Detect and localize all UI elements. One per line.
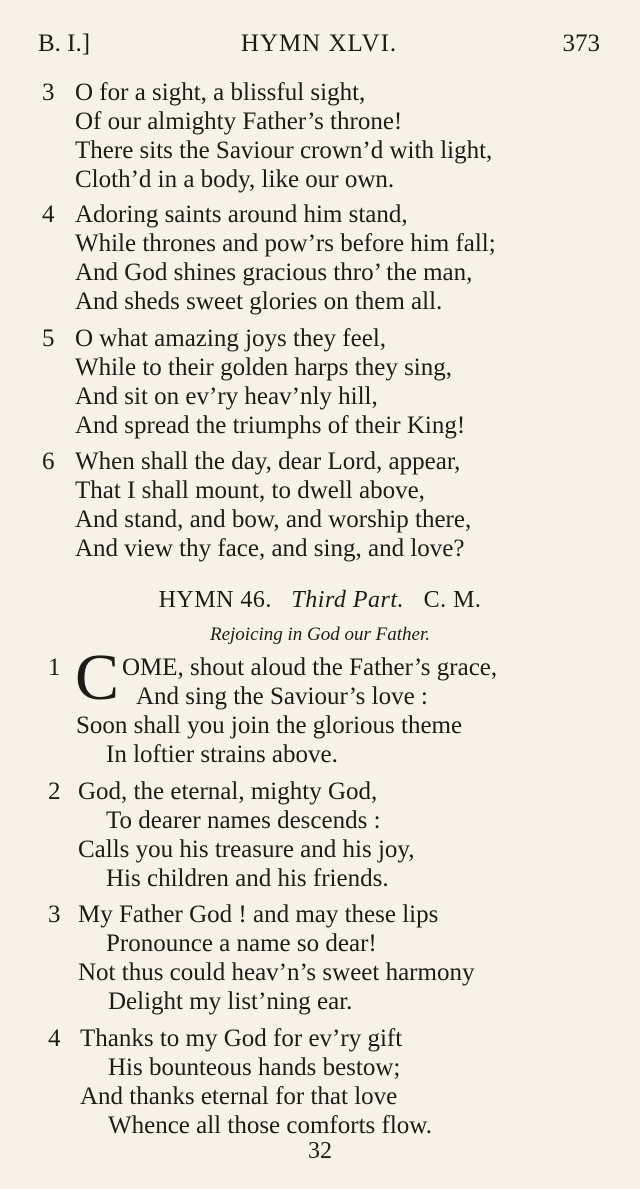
verse-line: And spread the triumphs of their King!	[75, 412, 466, 439]
hymn-number: HYMN 46.	[158, 587, 272, 613]
stanza-number: 4	[48, 1025, 61, 1052]
verse-line: And view thy face, and sing, and love?	[75, 535, 465, 562]
verse-line: O what amazing joys they feel,	[75, 325, 387, 352]
verse-line: And God shines gracious thro’ the man,	[75, 259, 473, 286]
verse-line: That I shall mount, to dwell above,	[75, 477, 425, 504]
verse-line: To dearer names descends :	[106, 807, 381, 834]
stanza-number: 3	[42, 79, 55, 106]
stanza-number: 6	[42, 448, 55, 475]
running-title: HYMN XLVI.	[240, 30, 398, 57]
hymn-title	[0, 587, 640, 614]
drop-cap: C	[75, 641, 120, 714]
verse-line: Thanks to my God for ev’ry gift	[80, 1025, 403, 1052]
verse-line: My Father God ! and may these lips	[78, 901, 439, 928]
verse-line: Delight my list’ning ear.	[108, 988, 353, 1015]
signature-mark: 32	[308, 1138, 332, 1164]
verse-line: His children and his friends.	[106, 865, 389, 892]
verse-line: And sing the Saviour’s love :	[136, 683, 428, 710]
verse-line: And thanks eternal for that love	[80, 1083, 398, 1110]
hymn-part: Third Part.	[291, 587, 405, 613]
page-number: 373	[562, 30, 600, 57]
stanza-number: 1	[48, 654, 61, 681]
verse-line: Not thus could heav’n’s sweet harmony	[78, 959, 475, 986]
stanza-number: 3	[48, 901, 61, 928]
verse-line: There sits the Saviour crown’d with light,	[75, 137, 493, 164]
verse-line: O for a sight, a blissful sight,	[75, 79, 366, 106]
verse-line: Calls you his treasure and his joy,	[78, 836, 415, 863]
verse-line: Cloth’d in a body, like our own.	[75, 166, 395, 193]
verse-line: And sheds sweet glories on them all.	[75, 288, 443, 315]
verse-line: While to their golden harps they sing,	[75, 354, 453, 381]
verse-line: Pronounce a name so dear!	[106, 930, 377, 957]
hymn-subtitle: Rejoicing in God our Father.	[209, 624, 431, 645]
stanza-number: 2	[48, 778, 61, 805]
verse-line: And sit on ev’ry heav’nly hill,	[75, 383, 378, 410]
verse-line: Soon shall you join the glorious theme	[76, 712, 463, 739]
running-header	[38, 30, 600, 64]
verse-line-first: OME, shout aloud the Father’s grace,	[122, 654, 498, 681]
verse-line: God, the eternal, mighty God,	[78, 778, 378, 805]
section-marker: B. I.]	[38, 30, 91, 57]
verse-line: Adoring saints around him stand,	[75, 201, 408, 228]
verse-line: Of our almighty Father’s throne!	[75, 108, 403, 135]
verse-line: Whence all those comforts flow.	[108, 1112, 432, 1139]
verse-line: When shall the day, dear Lord, appear,	[75, 448, 461, 475]
verse-line: While thrones and pow’rs before him fall;	[75, 230, 496, 257]
verse-line: His bounteous hands bestow;	[108, 1054, 401, 1081]
verse-line: And stand, and bow, and worship there,	[75, 506, 472, 533]
verse-line: In loftier strains above.	[106, 741, 338, 768]
stanza-number: 4	[42, 201, 55, 228]
hymn-meter: C. M.	[423, 587, 482, 613]
stanza-number: 5	[42, 325, 55, 352]
